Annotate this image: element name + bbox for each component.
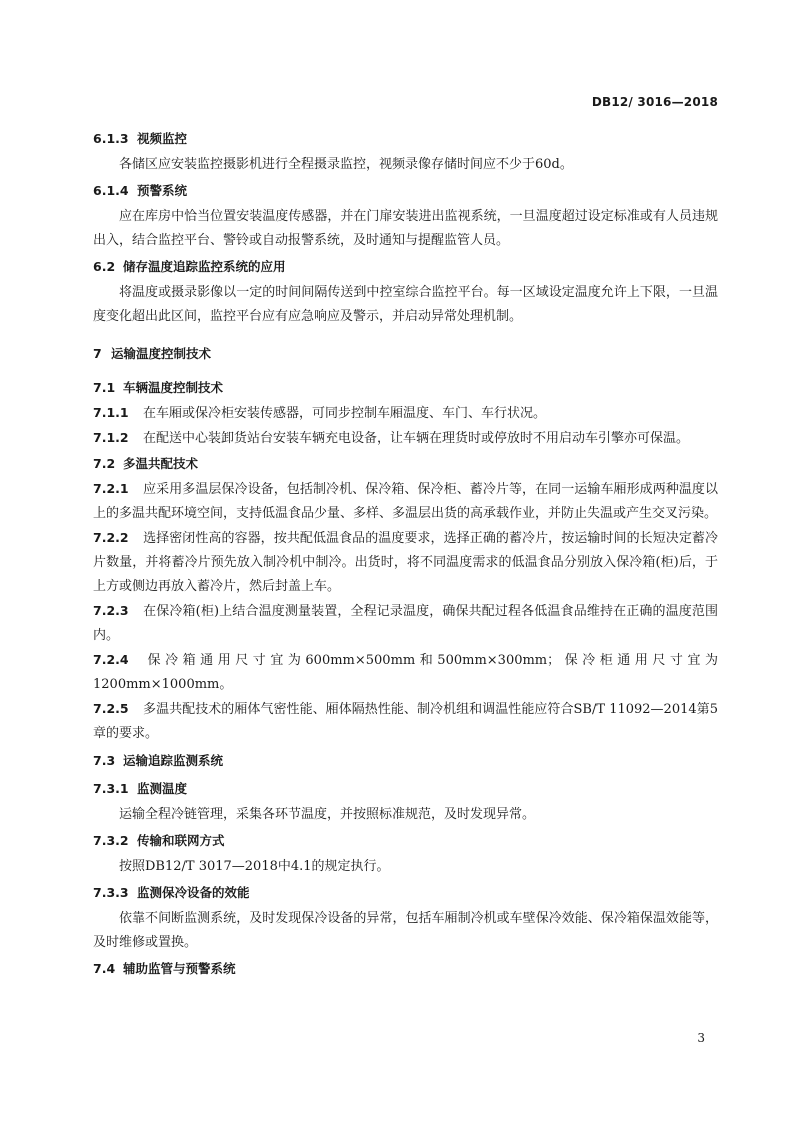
- list-7-2: [93, 477, 718, 746]
- heading-6-1-3: 6.1.3 视频监控: [93, 131, 188, 146]
- list-item: 7.2.5 多温共配技术的厢体气密性能、厢体隔热性能、制冷机组和调温性能应符合SB/T 11092—2014第5章的要求。: [93, 701, 718, 741]
- paragraph-6-1-3: 各储区应安装监控摄影机进行全程摄录监控，视频录像存储时间应不少于60d。: [119, 157, 573, 172]
- page-number: 3: [697, 1031, 705, 1045]
- paragraph-6-2: 将温度或摄录影像以一定的时间间隔传送到中控室综合监控平台。每一区域设定温度允许上下限，一旦温度变化超出此区间，监控平台应有应急响应及警示，并启动异常处理机制。: [93, 285, 718, 324]
- heading-7: 7 运输温度控制技术: [93, 346, 212, 361]
- heading-7-3-3: 7.3.3 监测保冷设备的效能: [93, 885, 250, 900]
- heading-7-3-1: 7.3.1 监测温度: [93, 781, 188, 796]
- list-item: 7.2.4 保冷箱通用尺寸宜为600mm×500mm和500mm×300mm；保冷柜通用尺寸宜为1200mm×1000mm。: [93, 652, 718, 692]
- list-item: 7.1.2 在配送中心装卸货站台安装车辆充电设备，让车辆在理货时或停放时不用启动车引擎亦可保温。: [93, 430, 690, 446]
- list-item: 7.1.1 在车厢或保冷柜安装传感器，可同步控制车厢温度、车门、车行状况。: [93, 405, 547, 421]
- list-item: 7.2.3 在保冷箱(柜)上结合温度测量装置，全程记录温度，确保共配过程各低温食品维持在正确的温度范围内。: [93, 603, 718, 643]
- list-7-1: [93, 401, 718, 451]
- paragraph-7-3-1: 运输全程冷链管理，采集各环节温度，并按照标准规范，及时发现异常。: [119, 807, 536, 822]
- paragraph-6-1-4: 应在库房中恰当位置安装温度传感器，并在门扉安装进出监视系统，一旦温度超过设定标准或有人员违规出入，结合监控平台、警铃或自动报警系统，及时通知与提醒监管人员。: [93, 209, 718, 248]
- heading-6-2: 6.2 储存温度追踪监控系统的应用: [93, 259, 286, 274]
- heading-7-4: 7.4 辅助监管与预警系统: [93, 961, 236, 976]
- heading-7-3-2: 7.3.2 传输和联网方式: [93, 833, 225, 848]
- heading-7-1: 7.1 车辆温度控制技术: [93, 380, 224, 395]
- list-item: 7.2.2 选择密闭性高的容器，按共配低温食品的温度要求，选择正确的蓄冷片，按运输时间的长短决定蓄冷片数量，并将蓄冷片预先放入制冷机中制冷。出货时，将不同温度需求的低温食品分别放入保冷箱(柜)后，于上方或侧边再放入蓄冷片，然后封盖上车。: [93, 530, 718, 594]
- list-item: 7.2.1 应采用多温层保冷设备，包括制冷机、保冷箱、保冷柜、蓄冷片等，在同一运输车厢形成两种温度以上的多温共配环境空间，支持低温食品少量、多样、多温层出货的高承载作业，并防止失温或产生交叉污染。: [93, 481, 718, 521]
- document-body: [93, 130, 718, 978]
- heading-7-3: 7.3 运输追踪监测系统: [93, 753, 224, 768]
- heading-7-2: 7.2 多温共配技术: [93, 456, 199, 471]
- paragraph-7-3-3: 依靠不间断监测系统，及时发现保冷设备的异常，包括车厢制冷机或车壁保冷效能、保冷箱保温效能等，及时维修或置换。: [93, 911, 718, 950]
- document-code: DB12/ 3016—2018: [591, 95, 718, 109]
- heading-6-1-4: 6.1.4 预警系统: [93, 183, 188, 198]
- paragraph-7-3-2: 按照DB12/T 3017—2018中4.1的规定执行。: [119, 859, 390, 874]
